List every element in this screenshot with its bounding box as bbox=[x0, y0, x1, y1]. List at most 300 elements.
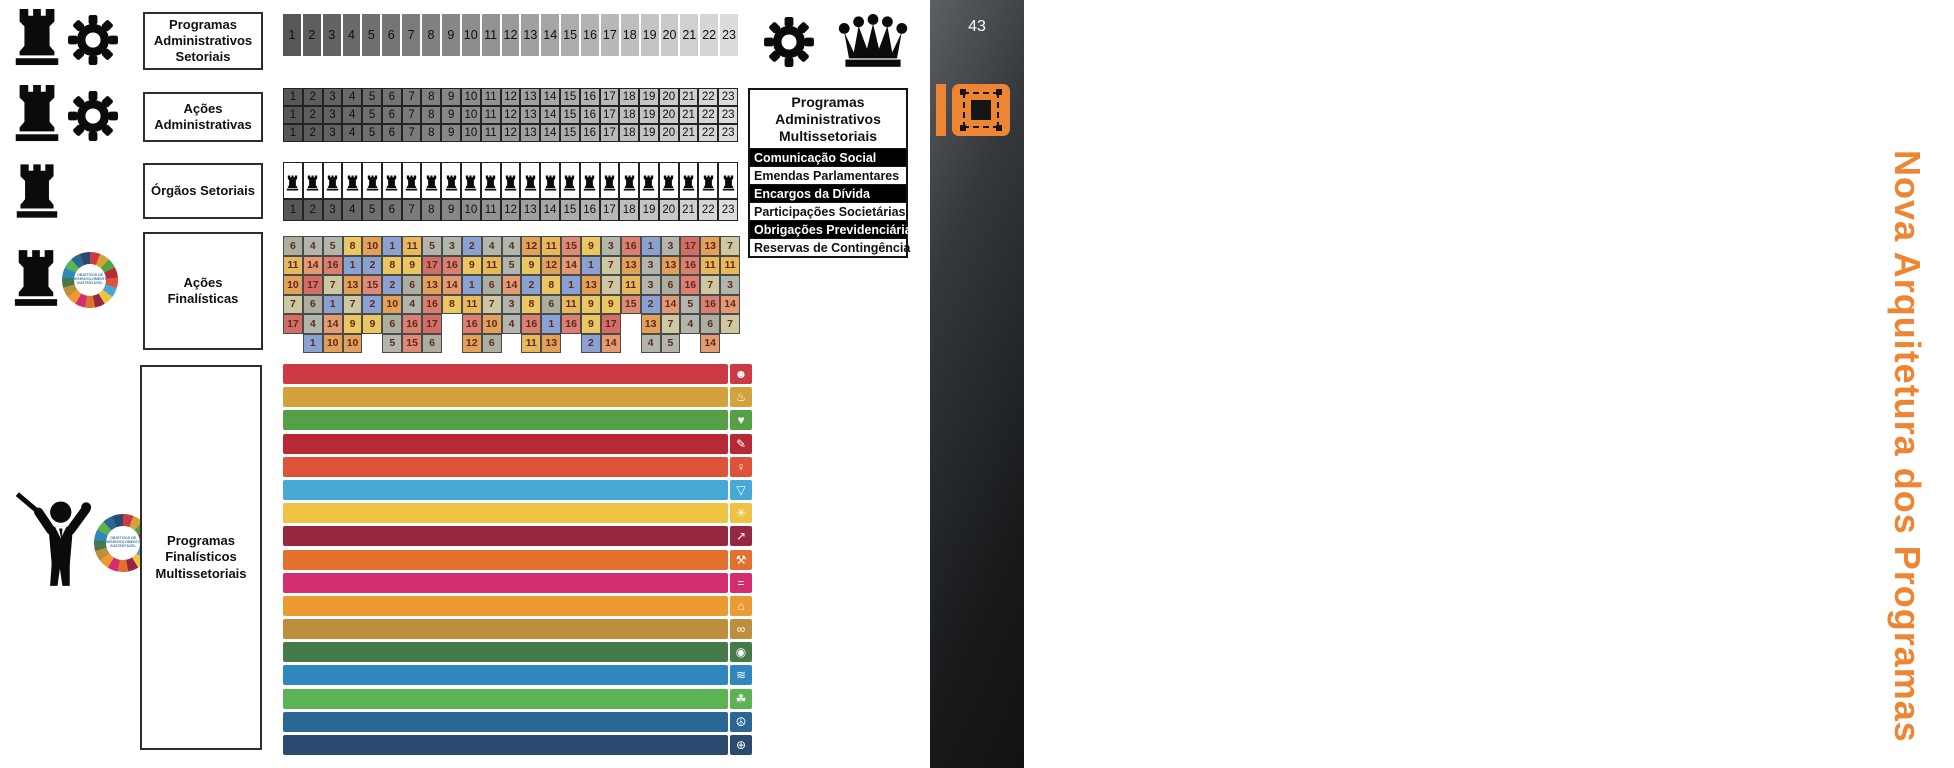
slide-vertical-title: Nova Arquitetura dos Programas bbox=[1887, 150, 1928, 743]
action-cell: 12 bbox=[541, 256, 561, 276]
action-cell: 6 bbox=[482, 275, 502, 295]
action-cell: 1 bbox=[462, 275, 482, 295]
program-item: Obrigações Previdenciárias bbox=[750, 220, 906, 238]
rook-icon bbox=[306, 169, 319, 197]
orgao-rook-cell bbox=[421, 162, 441, 199]
sdg-bar-goal-1 bbox=[283, 364, 728, 384]
sdg-bowl-icon: ♨ bbox=[730, 387, 752, 407]
action-cell: 9 bbox=[362, 314, 382, 334]
number-cell: 12 bbox=[501, 124, 521, 142]
action-cell: 7 bbox=[323, 275, 343, 295]
action-cell: 5 bbox=[661, 334, 681, 354]
action-cell: 13 bbox=[422, 275, 442, 295]
action-cell: 7 bbox=[343, 295, 363, 315]
number-cell: 4 bbox=[342, 124, 362, 142]
sdg-bar-goal-13 bbox=[283, 642, 728, 662]
action-cell: 9 bbox=[402, 256, 422, 276]
number-cell: 21 bbox=[679, 88, 699, 106]
action-cell: 10 bbox=[323, 334, 343, 354]
sdg-wheel-logo bbox=[62, 252, 118, 308]
acoes-administrativas-row bbox=[283, 124, 738, 142]
rook-icon bbox=[722, 169, 735, 197]
number-cell: 13 bbox=[520, 124, 540, 142]
number-cell: 3 bbox=[323, 106, 343, 124]
number-cell: 14 bbox=[541, 14, 559, 56]
rook-icon bbox=[286, 169, 299, 197]
program-item: Encargos da Dívida bbox=[750, 184, 906, 202]
number-cell: 12 bbox=[501, 199, 521, 221]
label-acoes-administrativas: Ações Administrativas bbox=[143, 92, 263, 142]
number-cell: 10 bbox=[461, 124, 481, 142]
action-cell: 5 bbox=[422, 236, 442, 256]
rook-icon bbox=[583, 169, 596, 197]
number-cell: 18 bbox=[619, 199, 639, 221]
sdg-bar-goal-11 bbox=[283, 596, 728, 616]
label-programas-administrativos-setoriais: Programas Administrativos Setoriais bbox=[143, 12, 263, 70]
action-cell: 7 bbox=[482, 295, 502, 315]
number-cell: 20 bbox=[659, 106, 679, 124]
number-cell: 13 bbox=[520, 199, 540, 221]
rook-icon bbox=[12, 8, 62, 66]
rook-icon bbox=[603, 169, 616, 197]
orgaos-setoriais-number-row bbox=[283, 199, 738, 221]
action-cell: 17 bbox=[422, 256, 442, 276]
number-cell: 6 bbox=[382, 14, 400, 56]
sdg-growth-chart-icon: ↗ bbox=[730, 526, 752, 546]
sdg-program-bar-row bbox=[283, 689, 752, 709]
label-acoes-finalisticas: Ações Finalísticas bbox=[143, 232, 263, 350]
action-cell: 16 bbox=[521, 314, 541, 334]
sdg-bar-goal-3 bbox=[283, 410, 728, 430]
action-cell: 16 bbox=[700, 295, 720, 315]
action-cell: 15 bbox=[621, 295, 641, 315]
programas-administrativos-multissetoriais-panel bbox=[748, 88, 919, 258]
sdg-tree-land-icon: ☘ bbox=[730, 689, 752, 709]
orgao-rook-cell bbox=[560, 162, 580, 199]
action-cell: 5 bbox=[323, 236, 343, 256]
label-programas-finalisticos-multissetoriais: Programas Finalísticos Multissetoriais bbox=[140, 365, 262, 750]
sdg-program-bar-row bbox=[283, 364, 752, 384]
empty-slot bbox=[362, 334, 382, 354]
number-cell: 10 bbox=[461, 88, 481, 106]
action-cell: 13 bbox=[541, 334, 561, 354]
number-cell: 5 bbox=[362, 106, 382, 124]
number-cell: 8 bbox=[421, 124, 441, 142]
sdg-bar-goal-4 bbox=[283, 434, 728, 454]
action-cell: 6 bbox=[283, 236, 303, 256]
program-item: Participações Societárias bbox=[750, 202, 906, 220]
sdg-climate-eye-icon: ◉ bbox=[730, 642, 752, 662]
action-cell: 4 bbox=[641, 334, 661, 354]
action-cell: 15 bbox=[561, 236, 581, 256]
number-cell: 21 bbox=[679, 106, 699, 124]
action-cell: 13 bbox=[661, 256, 681, 276]
number-cell: 16 bbox=[580, 124, 600, 142]
orgao-rook-cell bbox=[382, 162, 402, 199]
empty-slot bbox=[502, 334, 522, 354]
number-cell: 4 bbox=[342, 88, 362, 106]
orgao-rook-cell bbox=[303, 162, 323, 199]
action-cell: 1 bbox=[343, 256, 363, 276]
number-cell: 16 bbox=[581, 14, 599, 56]
number-cell: 15 bbox=[561, 14, 579, 56]
sdg-bar-goal-15 bbox=[283, 689, 728, 709]
orgao-rook-cell bbox=[600, 162, 620, 199]
action-cell: 6 bbox=[303, 295, 323, 315]
action-cell: 1 bbox=[541, 314, 561, 334]
rook-icon bbox=[682, 169, 695, 197]
rook-icon bbox=[346, 169, 359, 197]
sdg-program-bar-row bbox=[283, 434, 752, 454]
action-cell: 14 bbox=[303, 256, 323, 276]
action-cell: 6 bbox=[661, 275, 681, 295]
action-cell: 16 bbox=[621, 236, 641, 256]
action-cell: 17 bbox=[303, 275, 323, 295]
orgao-rook-cell bbox=[679, 162, 699, 199]
number-cell: 13 bbox=[520, 106, 540, 124]
number-cell: 14 bbox=[540, 199, 560, 221]
action-cell: 17 bbox=[601, 314, 621, 334]
number-cell: 16 bbox=[580, 199, 600, 221]
action-cell: 15 bbox=[362, 275, 382, 295]
rook-icon bbox=[12, 246, 60, 310]
program-item: Emendas Parlamentares bbox=[750, 166, 906, 184]
action-cell: 9 bbox=[601, 295, 621, 315]
number-cell: 19 bbox=[639, 199, 659, 221]
action-cell: 3 bbox=[442, 236, 462, 256]
orgao-rook-cell bbox=[323, 162, 343, 199]
action-cell: 1 bbox=[323, 295, 343, 315]
action-cell: 15 bbox=[402, 334, 422, 354]
orgao-rook-cell bbox=[441, 162, 461, 199]
action-cell: 4 bbox=[680, 314, 700, 334]
number-cell: 18 bbox=[619, 124, 639, 142]
orgao-rook-cell bbox=[520, 162, 540, 199]
rook-icon bbox=[405, 169, 418, 197]
sdg-fish-water-icon: ≋ bbox=[730, 665, 752, 685]
action-cell: 9 bbox=[343, 314, 363, 334]
action-cell: 6 bbox=[700, 314, 720, 334]
center-square bbox=[971, 100, 991, 120]
rook-icon bbox=[524, 169, 537, 197]
action-cell: 17 bbox=[283, 314, 303, 334]
number-cell: 4 bbox=[342, 106, 362, 124]
number-cell: 12 bbox=[501, 106, 521, 124]
number-cell: 5 bbox=[362, 199, 382, 221]
number-cell: 17 bbox=[601, 14, 619, 56]
number-cell: 2 bbox=[303, 199, 323, 221]
number-cell: 10 bbox=[461, 106, 481, 124]
action-cell: 16 bbox=[323, 256, 343, 276]
number-cell: 1 bbox=[283, 106, 303, 124]
action-cell: 2 bbox=[462, 236, 482, 256]
number-cell: 21 bbox=[679, 124, 699, 142]
sdg-program-bar-row bbox=[283, 410, 752, 430]
program-item: Reservas de Contingência bbox=[750, 238, 906, 256]
number-cell: 3 bbox=[323, 88, 343, 106]
number-cell: 7 bbox=[402, 199, 422, 221]
sdg-city-buildings-icon: ⌂ bbox=[730, 596, 752, 616]
orgao-rook-cell bbox=[283, 162, 303, 199]
action-cell: 14 bbox=[442, 275, 462, 295]
number-cell: 3 bbox=[323, 14, 341, 56]
number-cell: 8 bbox=[421, 199, 441, 221]
orgaos-setoriais-rook-row bbox=[283, 162, 738, 199]
sdg-program-bar-row bbox=[283, 619, 752, 639]
number-cell: 15 bbox=[560, 88, 580, 106]
action-cell: 10 bbox=[343, 334, 363, 354]
orgao-rook-cell bbox=[698, 162, 718, 199]
gear-icon bbox=[66, 14, 120, 66]
number-cell: 11 bbox=[482, 14, 500, 56]
number-cell: 23 bbox=[718, 124, 738, 142]
number-cell: 17 bbox=[600, 88, 620, 106]
number-cell: 20 bbox=[659, 124, 679, 142]
number-cell: 20 bbox=[659, 199, 679, 221]
rook-icon bbox=[544, 169, 557, 197]
action-cell: 8 bbox=[521, 295, 541, 315]
action-cell: 4 bbox=[303, 314, 323, 334]
sdg-bar-goal-5 bbox=[283, 457, 728, 477]
orgao-rook-cell bbox=[342, 162, 362, 199]
number-cell: 18 bbox=[619, 88, 639, 106]
sdg-program-bar-row bbox=[283, 712, 752, 732]
panel-title: Programas Administrativos Multissetoriais bbox=[775, 94, 881, 144]
sdg-equality-icon: = bbox=[730, 573, 752, 593]
sdg-water-drop-icon: ▽ bbox=[730, 480, 752, 500]
number-cell: 17 bbox=[600, 124, 620, 142]
number-cell: 2 bbox=[303, 106, 323, 124]
empty-slot bbox=[442, 314, 462, 334]
acoes-administrativas-table bbox=[283, 88, 738, 142]
number-cell: 1 bbox=[283, 88, 303, 106]
corner-dot bbox=[960, 89, 966, 95]
action-cell: 1 bbox=[303, 334, 323, 354]
number-cell: 9 bbox=[441, 106, 461, 124]
number-cell: 5 bbox=[362, 124, 382, 142]
number-cell: 4 bbox=[342, 199, 362, 221]
sdg-bar-goal-16 bbox=[283, 712, 728, 732]
action-cell: 9 bbox=[521, 256, 541, 276]
action-cell: 10 bbox=[482, 314, 502, 334]
number-cell: 16 bbox=[580, 106, 600, 124]
empty-slot bbox=[561, 334, 581, 354]
sdg-bar-goal-8 bbox=[283, 526, 728, 546]
action-cell: 14 bbox=[601, 334, 621, 354]
gear-icon bbox=[66, 90, 120, 142]
orgao-rook-cell bbox=[580, 162, 600, 199]
action-cell: 14 bbox=[323, 314, 343, 334]
number-cell: 10 bbox=[462, 14, 480, 56]
rook-icon bbox=[14, 162, 60, 220]
number-cell: 14 bbox=[540, 88, 560, 106]
action-cell: 4 bbox=[502, 314, 522, 334]
number-cell: 7 bbox=[402, 106, 422, 124]
number-cell: 3 bbox=[323, 199, 343, 221]
action-cell: 16 bbox=[680, 275, 700, 295]
sdg-program-bar-row bbox=[283, 735, 752, 755]
sdg-program-bar-row bbox=[283, 665, 752, 685]
number-cell: 19 bbox=[639, 106, 659, 124]
number-cell: 22 bbox=[698, 124, 718, 142]
empty-slot bbox=[680, 334, 700, 354]
sdg-health-heart-icon: ♥ bbox=[730, 410, 752, 430]
rook-icon bbox=[366, 169, 379, 197]
sdg-peace-icon: ☮ bbox=[730, 712, 752, 732]
orgao-rook-cell bbox=[402, 162, 422, 199]
number-cell: 9 bbox=[441, 88, 461, 106]
action-cell: 2 bbox=[581, 334, 601, 354]
action-cell: 1 bbox=[382, 236, 402, 256]
rook-icon bbox=[385, 169, 398, 197]
action-cell: 11 bbox=[700, 256, 720, 276]
number-cell: 18 bbox=[621, 14, 639, 56]
action-cell: 1 bbox=[561, 275, 581, 295]
number-cell: 1 bbox=[283, 199, 303, 221]
action-cell: 7 bbox=[661, 314, 681, 334]
sdg-sun-energy-icon: ☀ bbox=[730, 503, 752, 523]
number-cell: 14 bbox=[540, 106, 560, 124]
action-cell: 11 bbox=[462, 295, 482, 315]
crown-icon bbox=[836, 14, 910, 68]
number-cell: 12 bbox=[502, 14, 520, 56]
empty-slot bbox=[621, 314, 641, 334]
number-cell: 20 bbox=[661, 14, 679, 56]
action-cell: 9 bbox=[581, 236, 601, 256]
number-cell: 8 bbox=[421, 88, 441, 106]
action-cell: 10 bbox=[283, 275, 303, 295]
sdg-program-bar-row bbox=[283, 550, 752, 570]
action-cell: 11 bbox=[482, 256, 502, 276]
action-cell: 16 bbox=[680, 256, 700, 276]
number-cell: 17 bbox=[600, 199, 620, 221]
action-cell: 13 bbox=[641, 314, 661, 334]
rook-icon bbox=[563, 169, 576, 197]
number-cell: 2 bbox=[303, 88, 323, 106]
number-cell: 9 bbox=[441, 199, 461, 221]
action-cell: 3 bbox=[601, 236, 621, 256]
action-cell: 6 bbox=[482, 334, 502, 354]
number-cell: 16 bbox=[580, 88, 600, 106]
rook-icon bbox=[326, 169, 339, 197]
number-cell: 11 bbox=[481, 106, 501, 124]
rook-icon bbox=[702, 169, 715, 197]
number-cell: 19 bbox=[639, 124, 659, 142]
gear-icon bbox=[762, 16, 816, 68]
sdg-program-bar-row bbox=[283, 503, 752, 523]
sdg-people-icon: ☻ bbox=[730, 364, 752, 384]
orgao-rook-cell bbox=[718, 162, 738, 199]
orgao-rook-cell bbox=[481, 162, 501, 199]
action-cell: 1 bbox=[641, 236, 661, 256]
orgao-rook-cell bbox=[619, 162, 639, 199]
sdg-gender-icon: ♀ bbox=[730, 457, 752, 477]
action-cell: 12 bbox=[521, 236, 541, 256]
action-cell: 7 bbox=[720, 236, 740, 256]
action-cell: 14 bbox=[502, 275, 522, 295]
action-cell: 14 bbox=[561, 256, 581, 276]
action-cell: 11 bbox=[561, 295, 581, 315]
number-cell: 2 bbox=[303, 14, 321, 56]
action-cell: 14 bbox=[661, 295, 681, 315]
action-cell: 6 bbox=[541, 295, 561, 315]
acoes-finalisticas-grid bbox=[283, 236, 740, 353]
action-cell: 4 bbox=[502, 236, 522, 256]
rook-icon bbox=[12, 84, 62, 142]
sdg-bar-goal-6 bbox=[283, 480, 728, 500]
sdg-bar-goal-9 bbox=[283, 550, 728, 570]
number-cell: 23 bbox=[718, 199, 738, 221]
orgao-rook-cell bbox=[540, 162, 560, 199]
action-cell: 7 bbox=[283, 295, 303, 315]
action-cell: 13 bbox=[581, 275, 601, 295]
slide-sidebar bbox=[930, 0, 1928, 768]
action-cell: 7 bbox=[700, 275, 720, 295]
number-cell: 4 bbox=[343, 14, 361, 56]
action-cell: 7 bbox=[601, 256, 621, 276]
number-cell: 1 bbox=[283, 124, 303, 142]
action-cell: 11 bbox=[720, 256, 740, 276]
conductor-person-icon bbox=[14, 490, 96, 590]
number-cell: 22 bbox=[698, 199, 718, 221]
rook-icon bbox=[662, 169, 675, 197]
number-cell: 15 bbox=[560, 106, 580, 124]
number-cell: 12 bbox=[501, 88, 521, 106]
action-cell: 16 bbox=[462, 314, 482, 334]
sdg-bar-goal-17 bbox=[283, 735, 728, 755]
program-item: Comunicação Social bbox=[750, 148, 906, 166]
action-cell: 13 bbox=[343, 275, 363, 295]
number-cell: 15 bbox=[560, 199, 580, 221]
sdg-program-bar-row bbox=[283, 642, 752, 662]
action-cell: 9 bbox=[581, 295, 601, 315]
action-cell: 3 bbox=[502, 295, 522, 315]
sdg-program-bar-row bbox=[283, 457, 752, 477]
sdg-program-bar-row bbox=[283, 573, 752, 593]
action-cell: 4 bbox=[303, 236, 323, 256]
sdg-education-pencil-icon: ✎ bbox=[730, 434, 752, 454]
rook-icon bbox=[504, 169, 517, 197]
action-cell: 6 bbox=[382, 314, 402, 334]
action-cell: 2 bbox=[521, 275, 541, 295]
label-orgaos-setoriais: Órgãos Setoriais bbox=[143, 163, 263, 219]
action-cell: 16 bbox=[442, 256, 462, 276]
sdg-bar-goal-7 bbox=[283, 503, 728, 523]
sdg-wheel-center-text: OBJETIVOS DE DESENVOLVIMENTO SUSTENTÁVEL bbox=[74, 264, 106, 296]
sdg-infinity-loop-icon: ∞ bbox=[730, 619, 752, 639]
action-cell: 14 bbox=[700, 334, 720, 354]
number-cell: 20 bbox=[659, 88, 679, 106]
acoes-administrativas-row bbox=[283, 106, 738, 124]
action-cell: 9 bbox=[581, 314, 601, 334]
action-cell: 8 bbox=[442, 295, 462, 315]
acoes-administrativas-row bbox=[283, 88, 738, 106]
sdg-program-bar-row bbox=[283, 387, 752, 407]
action-cell: 3 bbox=[720, 275, 740, 295]
number-cell: 5 bbox=[362, 88, 382, 106]
rook-icon bbox=[642, 169, 655, 197]
number-cell: 11 bbox=[481, 88, 501, 106]
orgao-rook-cell bbox=[362, 162, 382, 199]
action-cell: 6 bbox=[422, 334, 442, 354]
number-cell: 6 bbox=[382, 106, 402, 124]
sdg-bar-goal-14 bbox=[283, 665, 728, 685]
number-cell: 10 bbox=[461, 199, 481, 221]
number-cell: 22 bbox=[698, 88, 718, 106]
panel-item-list bbox=[750, 148, 919, 256]
action-cell: 2 bbox=[382, 275, 402, 295]
empty-slot bbox=[621, 334, 641, 354]
